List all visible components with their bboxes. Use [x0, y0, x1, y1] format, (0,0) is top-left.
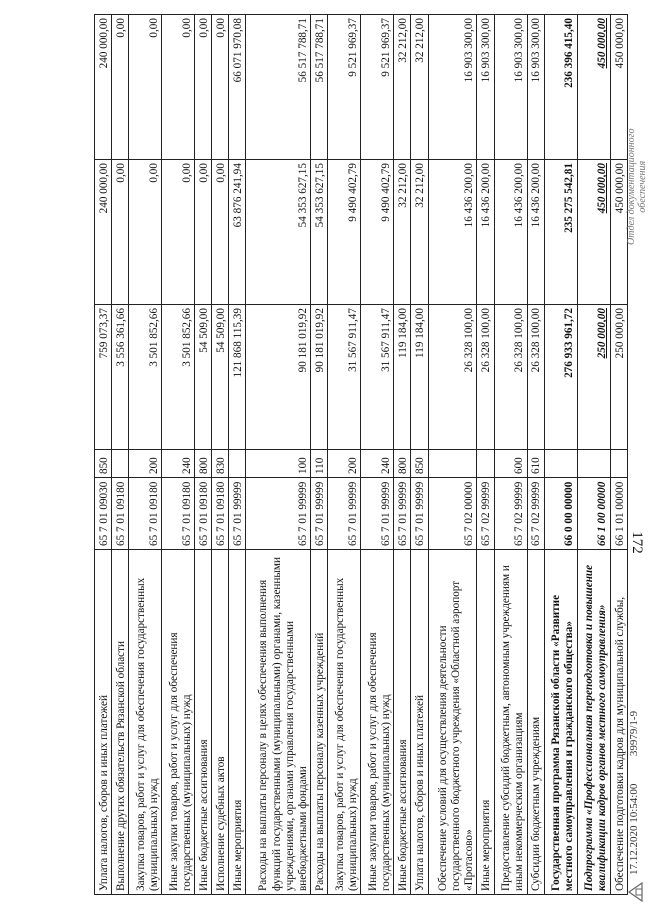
row-value-2022-cell: 0,00 — [112, 15, 129, 160]
row-name-cell: Закупка товаров, работ и услуг для обеспечения государственных (муниципальных) нужд — [129, 550, 162, 895]
row-value-2022-cell: 450 000,00 — [610, 15, 627, 160]
row-code-cell: 65 7 01 09180 — [212, 478, 229, 550]
row-code-cell: 66 0 00 00000 — [544, 478, 577, 550]
row-name-cell: Иные бюджетные ассигнования — [195, 550, 212, 895]
row-name-cell: Субсидии бюджетным учреждениям — [527, 550, 544, 895]
row-kind-cell — [610, 450, 627, 478]
row-value-2020-cell: 90 181 019,92 — [311, 305, 328, 450]
row-value-2021-cell: 0,00 — [162, 160, 195, 305]
row-value-2022-cell: 16 903 300,00 — [527, 15, 544, 160]
row-kind-cell: 600 — [494, 450, 527, 478]
row-value-2022-cell: 9 521 969,37 — [361, 15, 394, 160]
row-value-2022-cell: 236 396 415,40 — [544, 15, 577, 160]
row-kind-cell: 830 — [212, 450, 229, 478]
row-value-2022-cell: 0,00 — [212, 15, 229, 160]
row-value-2022-cell: 66 071 970,08 — [229, 15, 246, 160]
table-row — [112, 15, 129, 895]
table-row — [610, 15, 627, 895]
row-code-cell: 65 7 01 99999 — [311, 478, 328, 550]
row-code-cell: 65 7 01 09180 — [195, 478, 212, 550]
row-value-2021-cell: 240 000,00 — [95, 160, 112, 305]
row-value-2020-cell: 26 328 100,00 — [477, 305, 494, 450]
table-row — [428, 15, 477, 895]
row-value-2020-cell: 31 567 911,47 — [361, 305, 394, 450]
row-value-2020-cell: 759 073,37 — [95, 305, 112, 450]
table-row — [394, 15, 411, 895]
row-value-2021-cell: 9 490 402,79 — [361, 160, 394, 305]
row-name-cell: Уплата налогов, сборов и иных платежей — [95, 550, 112, 895]
row-name-cell: Уплата налогов, сборов и иных платежей — [411, 550, 428, 895]
logo-icon — [626, 881, 644, 903]
row-value-2022-cell: 240 000,00 — [95, 15, 112, 160]
stamp-line-2: обеспечения — [637, 160, 648, 213]
table-row — [494, 15, 527, 895]
row-code-cell: 65 7 02 99999 — [527, 478, 544, 550]
row-value-2020-cell: 3 501 852,66 — [129, 305, 162, 450]
row-name-cell: Государственная программа Рязанской области «Развитие местного самоуправления и гражданского общества» — [544, 550, 577, 895]
row-value-2020-cell: 26 328 100,00 — [428, 305, 477, 450]
table-row — [246, 15, 311, 895]
row-code-cell: 65 7 01 99999 — [328, 478, 361, 550]
row-value-2021-cell: 16 436 200,00 — [428, 160, 477, 305]
row-value-2022-cell: 0,00 — [195, 15, 212, 160]
row-kind-cell — [428, 450, 477, 478]
table-row — [311, 15, 328, 895]
table-row — [577, 15, 610, 895]
stamp-line-1: Отдел документационного — [626, 128, 637, 245]
row-value-2021-cell: 450 000,00 — [610, 160, 627, 305]
row-value-2020-cell: 31 567 911,47 — [328, 305, 361, 450]
row-kind-cell: 610 — [527, 450, 544, 478]
row-value-2022-cell: 16 903 300,00 — [428, 15, 477, 160]
row-kind-cell — [112, 450, 129, 478]
row-kind-cell: 100 — [246, 450, 311, 478]
row-code-cell: 65 7 01 09180 — [129, 478, 162, 550]
row-code-cell: 65 7 01 99999 — [394, 478, 411, 550]
row-kind-cell — [577, 450, 610, 478]
row-value-2021-cell: 54 353 627,15 — [246, 160, 311, 305]
row-value-2020-cell: 276 933 961,72 — [544, 305, 577, 450]
row-code-cell: 65 7 01 99999 — [411, 478, 428, 550]
row-name-cell: Обеспечение подготовки кадров для муниципальной службы, — [610, 550, 627, 895]
row-value-2020-cell: 3 501 852,66 — [162, 305, 195, 450]
row-kind-cell — [229, 450, 246, 478]
row-value-2021-cell: 16 436 200,00 — [494, 160, 527, 305]
row-name-cell: Исполнение судебных актов — [212, 550, 229, 895]
row-value-2020-cell: 54 509,00 — [212, 305, 229, 450]
table-row — [129, 15, 162, 895]
row-value-2020-cell: 26 328 100,00 — [494, 305, 527, 450]
table-row — [527, 15, 544, 895]
rotated-content — [8, 0, 648, 905]
row-value-2021-cell: 16 436 200,00 — [477, 160, 494, 305]
row-value-2021-cell: 0,00 — [195, 160, 212, 305]
budget-table-wrapper — [94, 15, 628, 895]
row-value-2020-cell: 90 181 019,92 — [246, 305, 311, 450]
row-value-2022-cell: 0,00 — [162, 15, 195, 160]
row-value-2022-cell: 0,00 — [129, 15, 162, 160]
row-value-2022-cell: 16 903 300,00 — [494, 15, 527, 160]
row-value-2021-cell: 235 275 542,81 — [544, 160, 577, 305]
page-number: 172 — [629, 531, 645, 554]
row-code-cell: 65 7 02 00000 — [428, 478, 477, 550]
row-value-2020-cell: 250 000,00 — [610, 305, 627, 450]
row-value-2022-cell: 9 521 969,37 — [328, 15, 361, 160]
table-row — [229, 15, 246, 895]
row-code-cell: 65 7 01 99999 — [246, 478, 311, 550]
row-code-cell: 65 7 02 99999 — [477, 478, 494, 550]
row-kind-cell: 240 — [361, 450, 394, 478]
table-row — [361, 15, 394, 895]
budget-table — [94, 14, 628, 895]
row-name-cell: Иные закупки товаров, работ и услуг для обеспечения государственных (муниципальных) нужд — [162, 550, 195, 895]
table-row — [212, 15, 229, 895]
row-value-2022-cell: 56 517 788,71 — [311, 15, 328, 160]
row-kind-cell: 200 — [328, 450, 361, 478]
row-kind-cell: 800 — [195, 450, 212, 478]
table-row — [328, 15, 361, 895]
row-value-2020-cell: 119 184,00 — [394, 305, 411, 450]
table-row — [544, 15, 577, 895]
row-name-cell: Иные мероприятия — [477, 550, 494, 895]
row-value-2022-cell: 56 517 788,71 — [246, 15, 311, 160]
row-value-2022-cell: 32 212,00 — [411, 15, 428, 160]
footer — [628, 711, 640, 875]
table-row — [162, 15, 195, 895]
row-value-2022-cell: 450 000,00 — [577, 15, 610, 160]
row-value-2020-cell: 54 509,00 — [195, 305, 212, 450]
row-name-cell: Подпрограмма «Профессиональная переподготовка и повышение квалификации кадров органов местного самоуправления» — [577, 550, 610, 895]
row-value-2020-cell: 26 328 100,00 — [527, 305, 544, 450]
row-name-cell: Иные закупки товаров, работ и услуг для обеспечения государственных (муниципальных) нужд — [361, 550, 394, 895]
row-name-cell: Иные мероприятия — [229, 550, 246, 895]
row-code-cell: 65 7 01 99999 — [229, 478, 246, 550]
row-value-2021-cell: 63 876 241,94 — [229, 160, 246, 305]
row-value-2021-cell: 32 212,00 — [411, 160, 428, 305]
row-code-cell: 65 7 01 99999 — [361, 478, 394, 550]
footer-doc-id: 39979/1-9 — [628, 710, 640, 757]
row-kind-cell: 850 — [411, 450, 428, 478]
row-value-2021-cell: 32 212,00 — [394, 160, 411, 305]
row-name-cell: Закупка товаров, работ и услуг для обеспечения государственных (муниципальных) нужд — [328, 550, 361, 895]
row-kind-cell: 850 — [95, 450, 112, 478]
row-code-cell: 65 7 01 09180 — [162, 478, 195, 550]
row-value-2020-cell: 250 000,00 — [577, 305, 610, 450]
row-value-2021-cell: 54 353 627,15 — [311, 160, 328, 305]
department-stamp — [626, 128, 648, 245]
row-name-cell: Расходы на выплаты персоналу казенных учреждений — [311, 550, 328, 895]
table-row — [195, 15, 212, 895]
footer-datetime: 17.12.2020 10:54:00 — [628, 783, 640, 875]
row-value-2020-cell: 121 868 115,39 — [229, 305, 246, 450]
row-name-cell: Обеспечение условий для осуществления деятельности государственного бюджетного учреждения «Областной аэропорт «Протасово» — [428, 550, 477, 895]
row-kind-cell — [544, 450, 577, 478]
row-name-cell: Расходы на выплаты персоналу в целях обеспечения выполнения функций государственными (муниципальными) органами, казенными учреждениями, органами управления государственными внебюджетными фондами — [246, 550, 311, 895]
row-value-2020-cell: 119 184,00 — [411, 305, 428, 450]
row-kind-cell: 240 — [162, 450, 195, 478]
row-code-cell: 65 7 01 09180 — [112, 478, 129, 550]
row-value-2021-cell: 450 000,00 — [577, 160, 610, 305]
row-name-cell: Иные бюджетные ассигнования — [394, 550, 411, 895]
row-kind-cell — [477, 450, 494, 478]
row-code-cell: 66 1 00 00000 — [577, 478, 610, 550]
row-value-2022-cell: 32 212,00 — [394, 15, 411, 160]
table-row — [95, 15, 112, 895]
row-code-cell: 65 7 01 09030 — [95, 478, 112, 550]
row-value-2020-cell: 3 556 361,66 — [112, 305, 129, 450]
table-row — [477, 15, 494, 895]
row-code-cell: 65 7 02 99999 — [494, 478, 527, 550]
row-code-cell: 66 1 01 00000 — [610, 478, 627, 550]
row-kind-cell: 110 — [311, 450, 328, 478]
table-row — [411, 15, 428, 895]
row-value-2022-cell: 16 903 300,00 — [477, 15, 494, 160]
row-value-2021-cell: 9 490 402,79 — [328, 160, 361, 305]
row-name-cell: Предоставление субсидий бюджетным, автономным учреждениям и иным некоммерческим организациям — [494, 550, 527, 895]
budget-table-body — [95, 15, 628, 895]
row-name-cell: Выполнение других обязательств Рязанской области — [112, 550, 129, 895]
row-value-2021-cell: 0,00 — [129, 160, 162, 305]
row-value-2021-cell: 0,00 — [212, 160, 229, 305]
row-value-2021-cell: 16 436 200,00 — [527, 160, 544, 305]
row-kind-cell: 800 — [394, 450, 411, 478]
row-value-2021-cell: 0,00 — [112, 160, 129, 305]
row-kind-cell: 200 — [129, 450, 162, 478]
